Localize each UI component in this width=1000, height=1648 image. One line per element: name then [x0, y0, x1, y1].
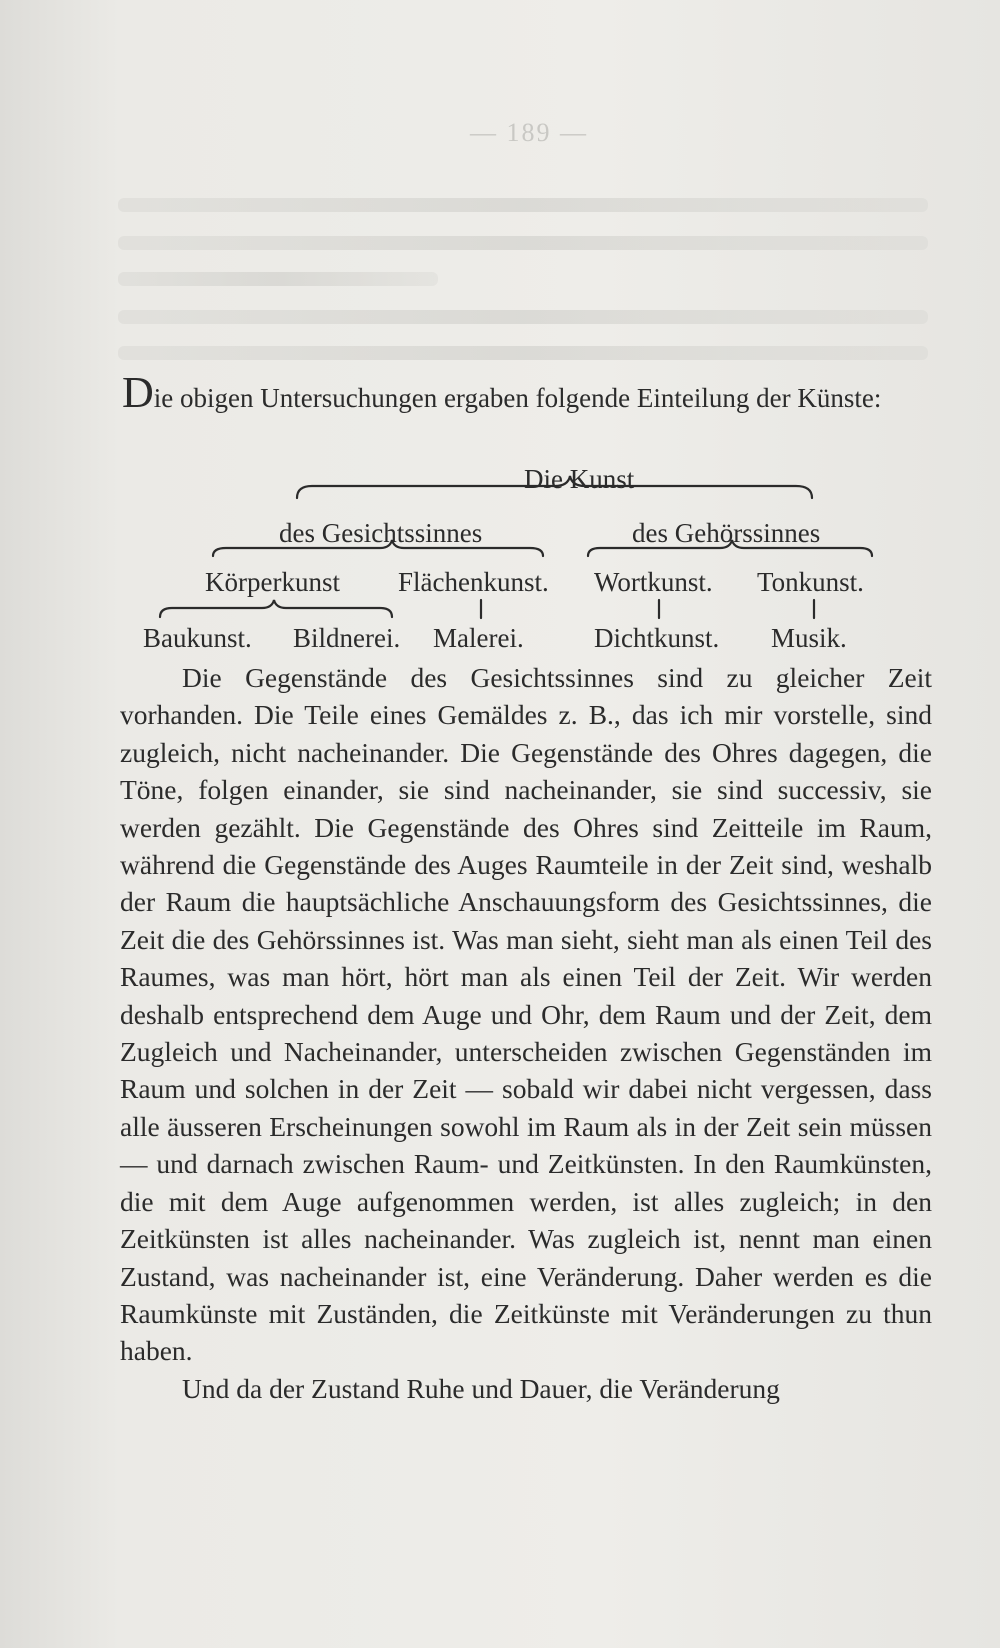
node-dichtkunst: Dichtkunst.	[594, 623, 720, 653]
paragraph: Die Gegenstände des Gesichtssinnes sind zu gleicher Zeit vorhanden. Die Teile eines Gemäldes z. B., das ich mir vorstelle, sind zugleich, nicht nacheinander. Die Gegenstände des Ohres dagegen, die Töne, folgen einander, sie sind nacheinander, sie sind successiv, sie werden gezählt. Die Gegenstände des Ohres sind Zeitteile im Raum, während die Gegenstände des Auges Raumteile in der Zeit sind, weshalb der Raum die hauptsächliche Anschauungsform des Gesichtssinnes, die Zeit die des Gehörssinnes ist. Was man sieht, sieht man als einen Teil des Raumes, was man hört, hört man als einen Teil der Zeit. Wir werden deshalb entsprechend dem Auge und Ohr, dem Raum und der Zeit, dem Zugleich und Nacheinander, unterscheiden zwischen Gegenständen im Raum und solchen in der Zeit — sobald wir dabei nicht vergessen, dass alle äusseren Erscheinungen sowohl im Raum als in der Zeit sein müssen — und darnach zwischen Raum- und Zeitkünsten. In den Raumkünsten, die mit dem Auge aufgenommen werden, ist alles zugleich; in den Zeitkünsten ist alles nacheinander. Was zugleich ist, nennt man einen Zustand, was nacheinander ist, eine Veränderung. Daher werden es die Raumkünste mit Zuständen, die Zeitkünste mit Veränderungen zu thun haben.	[120, 662, 932, 1367]
node-musik: Musik.	[771, 623, 847, 653]
drop-cap: D	[122, 368, 154, 417]
node-gehoerssinn: des Gehörssinnes	[632, 518, 821, 548]
node-wortkunst: Wortkunst.	[594, 567, 713, 597]
node-baukunst: Baukunst.	[143, 623, 252, 653]
node-koerperkunst: Körperkunst	[205, 567, 340, 597]
intro-text: ie obigen Untersuchungen ergaben folgende Einteilung der Künste:	[153, 383, 882, 413]
body-text	[120, 659, 932, 1407]
node-bildnerei: Bildnerei.	[293, 623, 401, 653]
node-tonkunst: Tonkunst.	[757, 567, 864, 597]
show-through-page-number: — 189 —	[470, 118, 588, 147]
node-gesichtssinn: des Gesichtssinnes	[279, 518, 483, 548]
node-flaechenkunst: Flächenkunst.	[398, 567, 549, 597]
node-malerei: Malerei.	[433, 623, 524, 653]
paragraph: Und da der Zustand Ruhe und Dauer, die Veränderung	[182, 1372, 780, 1404]
brace-koerperkunst	[160, 600, 392, 617]
node-die-kunst: Die Kunst	[524, 464, 635, 494]
